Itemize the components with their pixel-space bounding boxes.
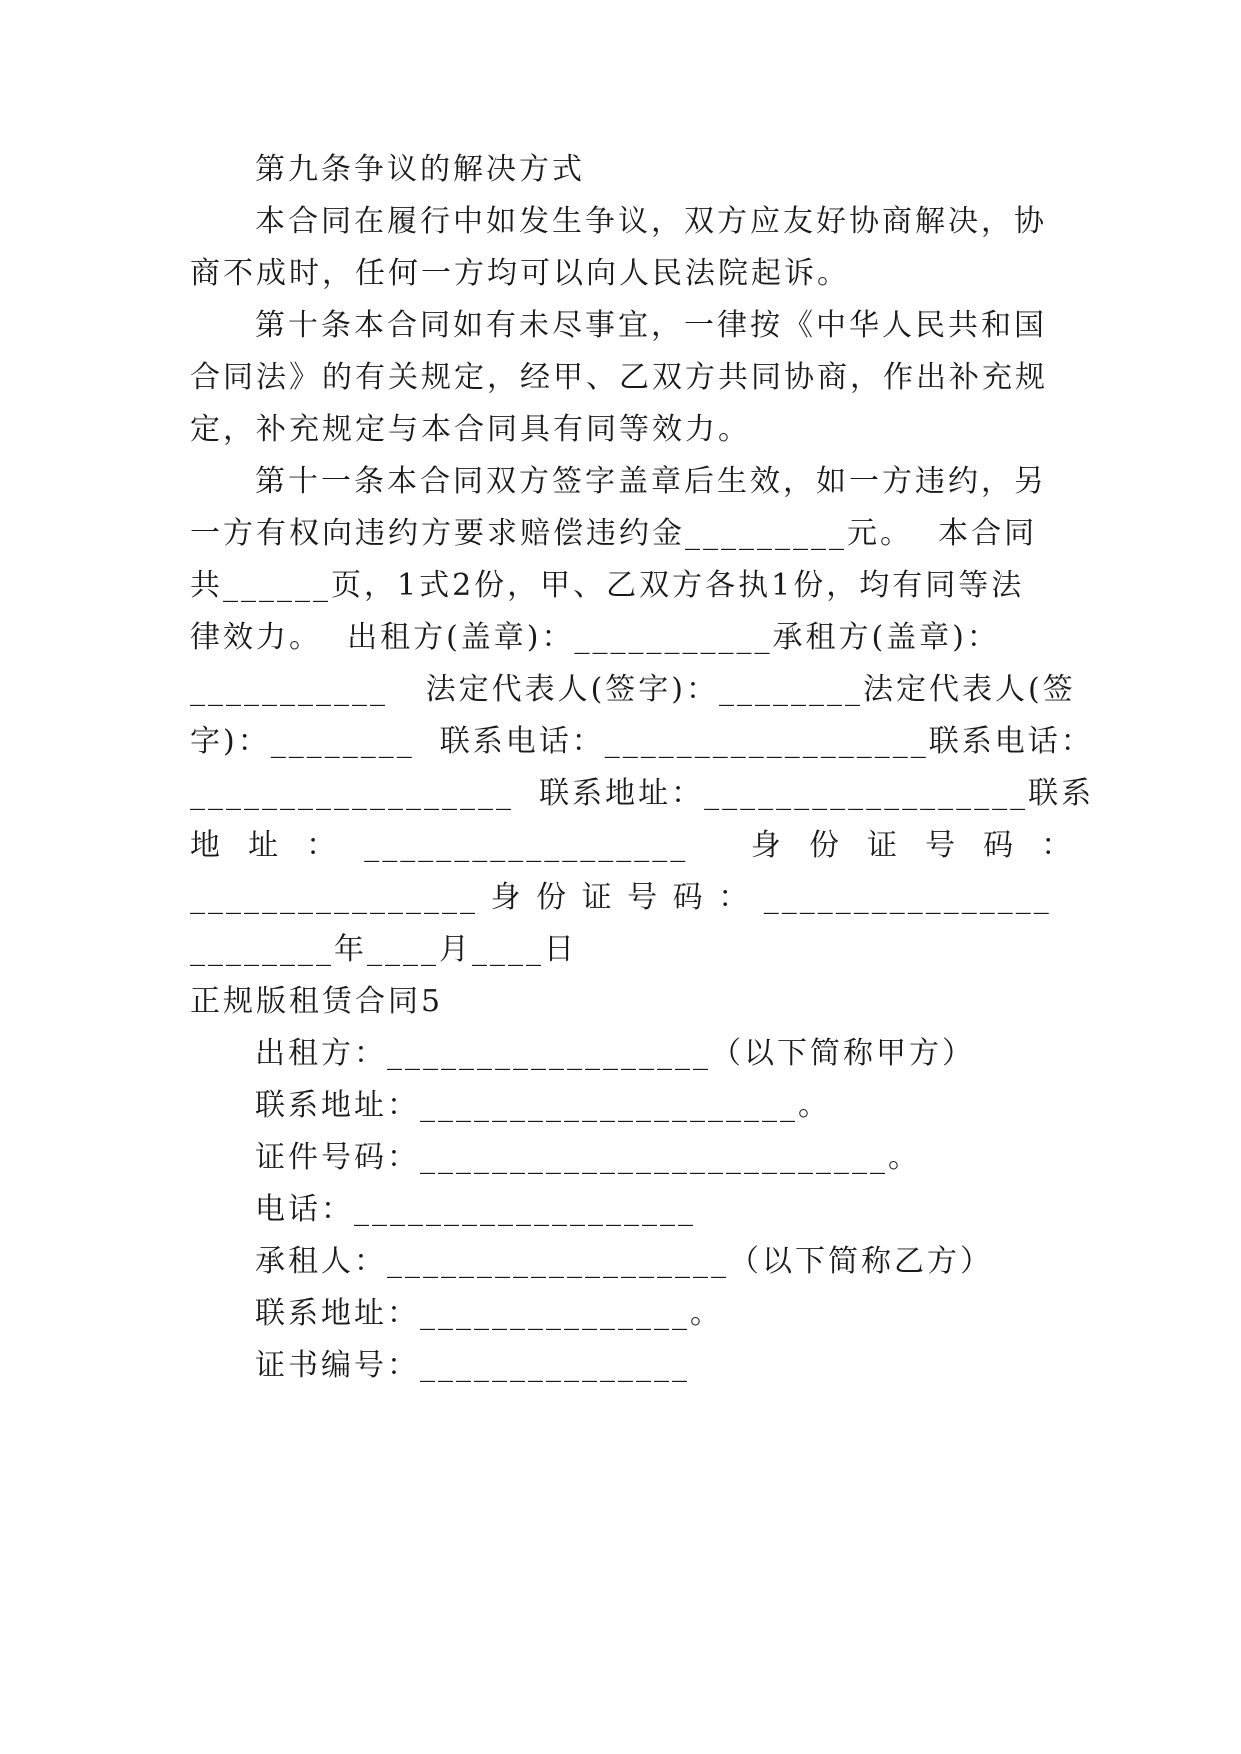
section11-line: __________________ 联系地址：__________________联系 — [190, 776, 1095, 811]
section11-line: 字)：________ 联系电话：__________________联系电话： — [190, 724, 1094, 759]
lessee-name-field: 承租人：___________________（以下简称乙方） — [255, 1244, 993, 1279]
lessor-id-field: 证件号码：__________________________。 — [255, 1140, 921, 1175]
lessor-name-field: 出租方：__________________（以下简称甲方） — [255, 1036, 975, 1071]
section11-line: 共______页，1式2份，甲、乙双方各执1份，均有同等法 — [190, 568, 1025, 603]
section11-line: 律效力。 出租方(盖章)：___________承租方(盖章)： — [190, 620, 1000, 655]
section10-line: 第十条本合同如有未尽事宜，一律按《中华人民共和国 — [255, 308, 1047, 343]
lessee-address-field: 联系地址：_______________。 — [255, 1296, 723, 1331]
lessee-cert-field: 证书编号：_______________ — [255, 1348, 690, 1383]
section9-heading: 第九条争议的解决方式 — [255, 152, 585, 187]
section11-line: 一方有权向违约方要求赔偿违约金_________元。 本合同 — [190, 516, 1038, 551]
section11-line: ___________ 法定代表人(签字)：________法定代表人(签 — [190, 672, 1076, 707]
section11-line: 第十一条本合同双方签字盖章后生效，如一方违约，另 — [255, 464, 1047, 499]
signature-date-line: ________年____月____日 — [190, 932, 577, 967]
lessor-address-field: 联系地址：_____________________。 — [255, 1088, 831, 1123]
section9-body-line: 本合同在履行中如发生争议，双方应友好协商解决，协 — [255, 204, 1047, 239]
section9-body-line: 商不成时，任何一方均可以向人民法院起诉。 — [190, 256, 850, 291]
lessor-phone-field: 电话：___________________ — [255, 1192, 696, 1227]
section10-line: 定，补充规定与本合同具有同等效力。 — [190, 412, 751, 447]
contract5-title: 正规版租赁合同5 — [190, 984, 444, 1019]
section10-line: 合同法》的有关规定，经甲、乙双方共同协商，作出补充规 — [190, 360, 1048, 395]
section11-line: ________________ 身 份 证 号 码 ： ________________ — [190, 880, 1052, 915]
section11-line: 地 址 ： __________________ 身 份 证 号 码 ： — [190, 828, 1075, 863]
